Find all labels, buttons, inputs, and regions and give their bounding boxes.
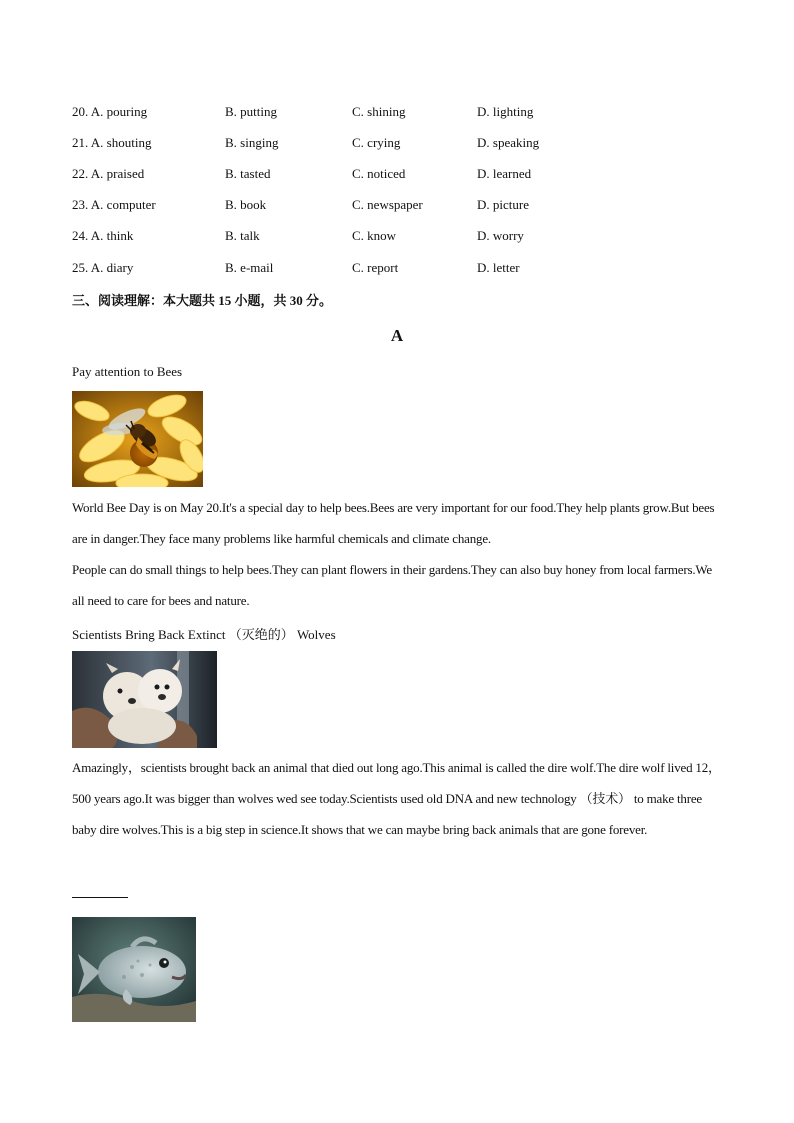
option-d: D. speaking xyxy=(477,135,540,150)
option-a: 21. A. shouting xyxy=(72,135,152,150)
option-a: 23. A. computer xyxy=(72,197,156,212)
option-b: B. tasted xyxy=(225,166,271,181)
option-c: C. shining xyxy=(352,104,406,119)
option-d: D. learned xyxy=(477,166,532,181)
bees-paragraph-1: World Bee Day is on May 20.It's a special day to help bees.Bees are very important for our food.They help plants grow.But bees are in danger.They face many problems like harmful chemicals and climate change. xyxy=(72,500,715,546)
option-row-21 xyxy=(72,135,722,155)
bee-image xyxy=(72,391,203,487)
option-b: B. e-mail xyxy=(225,260,274,275)
option-row-20 xyxy=(72,104,722,124)
bee-on-flower-picture xyxy=(72,391,203,487)
option-c: C. report xyxy=(352,260,399,275)
option-a: 25. A. diary xyxy=(72,260,134,275)
option-c: C. newspaper xyxy=(352,197,423,212)
option-d: D. worry xyxy=(477,228,524,243)
fish-image xyxy=(72,917,196,1022)
option-d: D. picture xyxy=(477,197,529,212)
blank-title-line xyxy=(72,897,128,898)
article-title-bees: Pay attention to Bees xyxy=(72,364,183,379)
fish-picture xyxy=(72,917,196,1022)
option-a: 24. A. think xyxy=(72,228,134,243)
option-d: D. letter xyxy=(477,260,520,275)
option-c: C. crying xyxy=(352,135,401,150)
option-b: B. book xyxy=(225,197,267,212)
part-label: A xyxy=(390,326,404,345)
option-row-24 xyxy=(72,228,722,248)
option-b: B. putting xyxy=(225,104,278,119)
option-row-25 xyxy=(72,260,722,280)
wolves-paragraph-1: Amazingly，scientists brought back an animal that died out long ago.This animal is called the dire wolf.The dire wolf lived 12，500 years ago.It was bigger than wolves wed see today.Scientists used old DNA and new technology （技术） to make three baby dire wolves.This is a big step in science.It shows that we can maybe bring back animals that are gone forever. xyxy=(72,760,721,837)
option-b: B. singing xyxy=(225,135,279,150)
wolves-image xyxy=(72,651,217,748)
option-b: B. talk xyxy=(225,228,260,243)
option-a: 20. A. pouring xyxy=(72,104,148,119)
option-d: D. lighting xyxy=(477,104,534,119)
option-c: C. noticed xyxy=(352,166,406,181)
bees-paragraph-2: People can do small things to help bees.They can plant flowers in their gardens.They can also buy honey from local farmers.We all need to care for bees and nature. xyxy=(72,562,712,608)
section-title: 三、阅读理解：本大题共 15 小题，共 30 分。 xyxy=(72,293,333,308)
baby-wolves-picture xyxy=(72,651,217,748)
option-row-22 xyxy=(72,166,722,186)
option-row-23 xyxy=(72,197,722,217)
option-a: 22. A. praised xyxy=(72,166,145,181)
option-c: C. know xyxy=(352,228,397,243)
article-title-wolves: Scientists Bring Back Extinct （灭绝的） Wolves xyxy=(72,627,336,642)
